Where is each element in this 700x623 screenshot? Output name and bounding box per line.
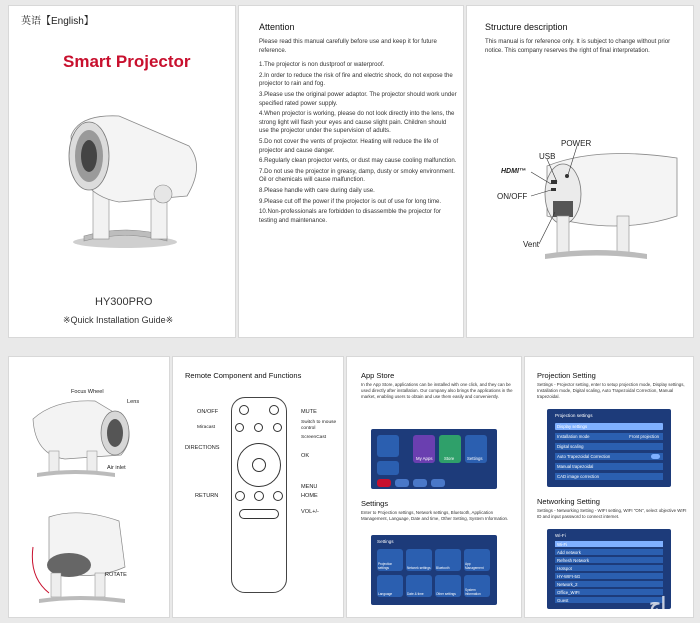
cover-title: Smart Projector <box>63 52 191 71</box>
projection-row-label: Installation mode <box>557 434 590 439</box>
label-lens: Lens <box>127 399 140 405</box>
settings-screen-title: Settings <box>377 539 394 544</box>
attention-item: 8.Please handle with care during daily use. <box>259 186 375 194</box>
toggle-switch[interactable] <box>651 454 660 459</box>
projection-screen-title: Projection settings <box>555 413 593 418</box>
network-row-label: Add network <box>557 550 581 555</box>
appstore-screen <box>371 429 497 489</box>
watermark: حراج <box>649 594 687 614</box>
menu-button[interactable] <box>254 491 264 501</box>
structure-panel <box>466 5 694 338</box>
projector-illustration <box>59 106 209 251</box>
cover-panel <box>8 5 236 338</box>
network-row-label: HY-WIFI-5G <box>557 574 581 579</box>
miracast-button[interactable] <box>235 423 244 432</box>
settings-label: Settings <box>467 456 483 461</box>
attention-item: 1.The projector is non dustproof or waterproof. <box>259 61 385 69</box>
projection-screen <box>547 409 671 487</box>
settings-tile-label: System information <box>465 588 481 596</box>
remote-title: Remote Component and Functions <box>185 371 302 380</box>
network-row-label: Refresh Network <box>557 558 589 563</box>
label-usb: USB <box>539 152 556 161</box>
label-onoff: ON/OFF <box>197 409 219 415</box>
settings-screen <box>371 535 497 605</box>
power-button[interactable] <box>239 405 249 415</box>
projection-row[interactable] <box>555 453 663 460</box>
attention-body <box>259 38 457 227</box>
network-row[interactable] <box>555 597 663 603</box>
network-text: Settings - Networking Setting - WIFI setting, WIFI "ON", select objective WIFI ID and input password to connect internet. <box>537 508 687 519</box>
appstore-title: App Store <box>361 371 395 380</box>
attention-item: 3.Please use the original power adaptor. The projector should work under specified rated power supply. <box>259 90 457 107</box>
structure-intro: This manual is for reference only. It is subject to change without prior notice. This company reserves the right of final interpretation. <box>485 38 671 54</box>
network-row[interactable] <box>555 549 663 555</box>
mouse-button[interactable] <box>254 423 263 432</box>
model-name: HY300PRO <box>95 296 153 308</box>
projection-row[interactable] <box>555 423 663 430</box>
label-mute: MUTE <box>301 409 317 415</box>
label-hdmi: HDMI™ <box>501 168 526 175</box>
settings-text: Enter to Projection settings, Network settings, Bluetooth, Application Management, Language, Date and time, Other Setting, System Information. <box>361 510 509 521</box>
network-row-label: Network_2 <box>557 582 578 587</box>
remote-panel <box>172 356 344 618</box>
settings-tile-label: Other settings <box>436 592 456 596</box>
projection-row[interactable] <box>555 433 663 440</box>
attention-item: 9.Please cut off the power if the projector is out of use for long time. <box>259 197 442 205</box>
settings-tile[interactable] <box>435 549 461 571</box>
label-focus-wheel: Focus Wheel <box>71 389 104 395</box>
network-row[interactable] <box>555 589 663 595</box>
label-ok: OK <box>301 453 310 459</box>
label-miracast: Miracast <box>197 425 216 430</box>
settings-tile-label: App Management <box>465 562 484 570</box>
label-vent: Vent <box>523 240 540 249</box>
attention-item: 5.Do not cover the vents of projector. Heating will reduce the life of projector and cause danger. <box>259 137 439 154</box>
structure-title: Structure description <box>485 22 568 32</box>
projection-row-label: CAD image correction <box>557 474 600 479</box>
attention-item: 7.Do not use the projector in greasy, damp, dusty or smoky environment. Oil or chemicals will cause malfunction. <box>259 167 455 184</box>
my-apps-tile[interactable] <box>413 435 435 463</box>
network-title: Networking Setting <box>537 497 600 506</box>
network-row-label: Hotspot <box>557 566 572 571</box>
app-tile[interactable] <box>395 479 409 487</box>
projection-row-label: Auto Trapezoidal Correction <box>557 454 611 459</box>
language-tag: 英语【English】 <box>21 16 94 27</box>
app-tile[interactable] <box>377 435 399 457</box>
attention-item: 10.Non-professionals are forbidden to disassemble the projector for testing and maintenance. <box>259 208 441 224</box>
label-return: RETURN <box>195 493 219 499</box>
network-row-label: Office_WIFI <box>557 590 580 595</box>
attention-item: 2.In order to reduce the risk of fire and electric shock, do not expose the projector to rain and fog. <box>259 71 453 88</box>
settings-tile[interactable] <box>435 575 461 597</box>
projection-row-label: Manual trapezoidal <box>557 464 594 469</box>
network-row-label: Wi-Fi <box>557 542 568 547</box>
settings-tile[interactable] <box>464 575 490 597</box>
network-row-label: Guest <box>557 598 569 603</box>
my-apps-label: My Apps <box>416 456 433 461</box>
ok-button[interactable] <box>252 458 266 472</box>
network-screen-title: Wi-Fi <box>555 533 566 538</box>
guide-label: ※Quick Installation Guide※ <box>63 315 174 325</box>
network-row[interactable] <box>555 565 663 571</box>
appstore-panel <box>346 356 522 618</box>
label-air-inlet: Air inlet <box>107 465 126 471</box>
network-row[interactable] <box>555 557 663 563</box>
label-vol: VOL+/- <box>301 509 319 515</box>
appstore-text: In the App Store, applications can be installed with one click, and they can be used directly after installation. Our company also brings the applications in the market, enabling users to obtain and use them easily and conveniently. <box>361 382 513 399</box>
label-screencast: ScreenCast <box>301 435 327 440</box>
label-rotate: ROTATE <box>105 572 127 578</box>
app-tile[interactable] <box>431 479 445 487</box>
app-tile[interactable] <box>377 479 391 487</box>
label-onoff: ON/OFF <box>497 192 528 201</box>
settings-title: Settings <box>361 499 389 508</box>
attention-item: 4.When projector is working, please do not look directly into the lens, the strong light will flash your eyes and cause slight pain. Children should use the projector under the supervision of adults. <box>259 110 455 135</box>
projection-panel <box>524 356 694 618</box>
settings-tile[interactable] <box>464 549 490 571</box>
network-row[interactable] <box>555 541 663 547</box>
projection-title: Projection Setting <box>537 371 596 380</box>
label-menu: MENU <box>301 484 318 490</box>
settings-tile-label: Bluetooth <box>436 566 450 570</box>
projection-row-label: Display settings <box>557 424 588 429</box>
projection-row[interactable] <box>555 463 663 470</box>
network-row[interactable] <box>555 581 663 587</box>
return-button[interactable] <box>235 491 245 501</box>
projection-row-label: Digital scaling <box>557 444 584 449</box>
attention-title: Attention <box>259 22 295 32</box>
app-tile[interactable] <box>377 461 399 475</box>
settings-tile[interactable] <box>406 549 432 571</box>
projection-row[interactable] <box>555 473 663 480</box>
network-row[interactable] <box>555 573 663 579</box>
volume-rocker[interactable] <box>239 509 279 519</box>
settings-tile[interactable] <box>465 435 487 463</box>
home-button[interactable] <box>273 491 283 501</box>
screencast-button[interactable] <box>273 423 282 432</box>
store-tile[interactable] <box>439 435 461 463</box>
label-directions: DIRECTIONS <box>185 445 220 451</box>
projection-mode-value: Front projection <box>629 434 659 439</box>
settings-tile[interactable] <box>377 549 403 571</box>
structure-leader-lines <box>467 6 694 338</box>
attention-item: 6.Regularly clean projector vents, or dust may cause cooling malfunction. <box>259 157 457 165</box>
projection-row[interactable] <box>555 443 663 450</box>
settings-tile-label: Language <box>378 592 393 596</box>
label-home: HOME <box>301 493 318 499</box>
store-label: Store <box>444 456 455 461</box>
settings-tile-label: Date & time <box>407 592 424 596</box>
label-switch-mouse: Switch to mouse control <box>301 420 337 431</box>
settings-tile[interactable] <box>406 575 432 597</box>
label-power: POWER <box>561 139 592 148</box>
parts-panel <box>8 356 170 618</box>
mute-button[interactable] <box>269 405 279 415</box>
app-tile[interactable] <box>413 479 427 487</box>
projector-rotate-illustration <box>29 507 139 607</box>
settings-tile[interactable] <box>377 575 403 597</box>
settings-tile-label: Projection settings <box>378 562 393 570</box>
projection-text: Settings - Projector setting, enter to setup projection mode, Display settings, Installation mode, Digital scaling, Auto Trapezoidal Correction, Manual trapezoidal. <box>537 382 685 399</box>
settings-tile-label: Network settings <box>407 566 431 570</box>
attention-intro: Please read this manual carefully before use and keep it for future reference. <box>259 38 437 54</box>
attention-panel <box>238 5 464 338</box>
